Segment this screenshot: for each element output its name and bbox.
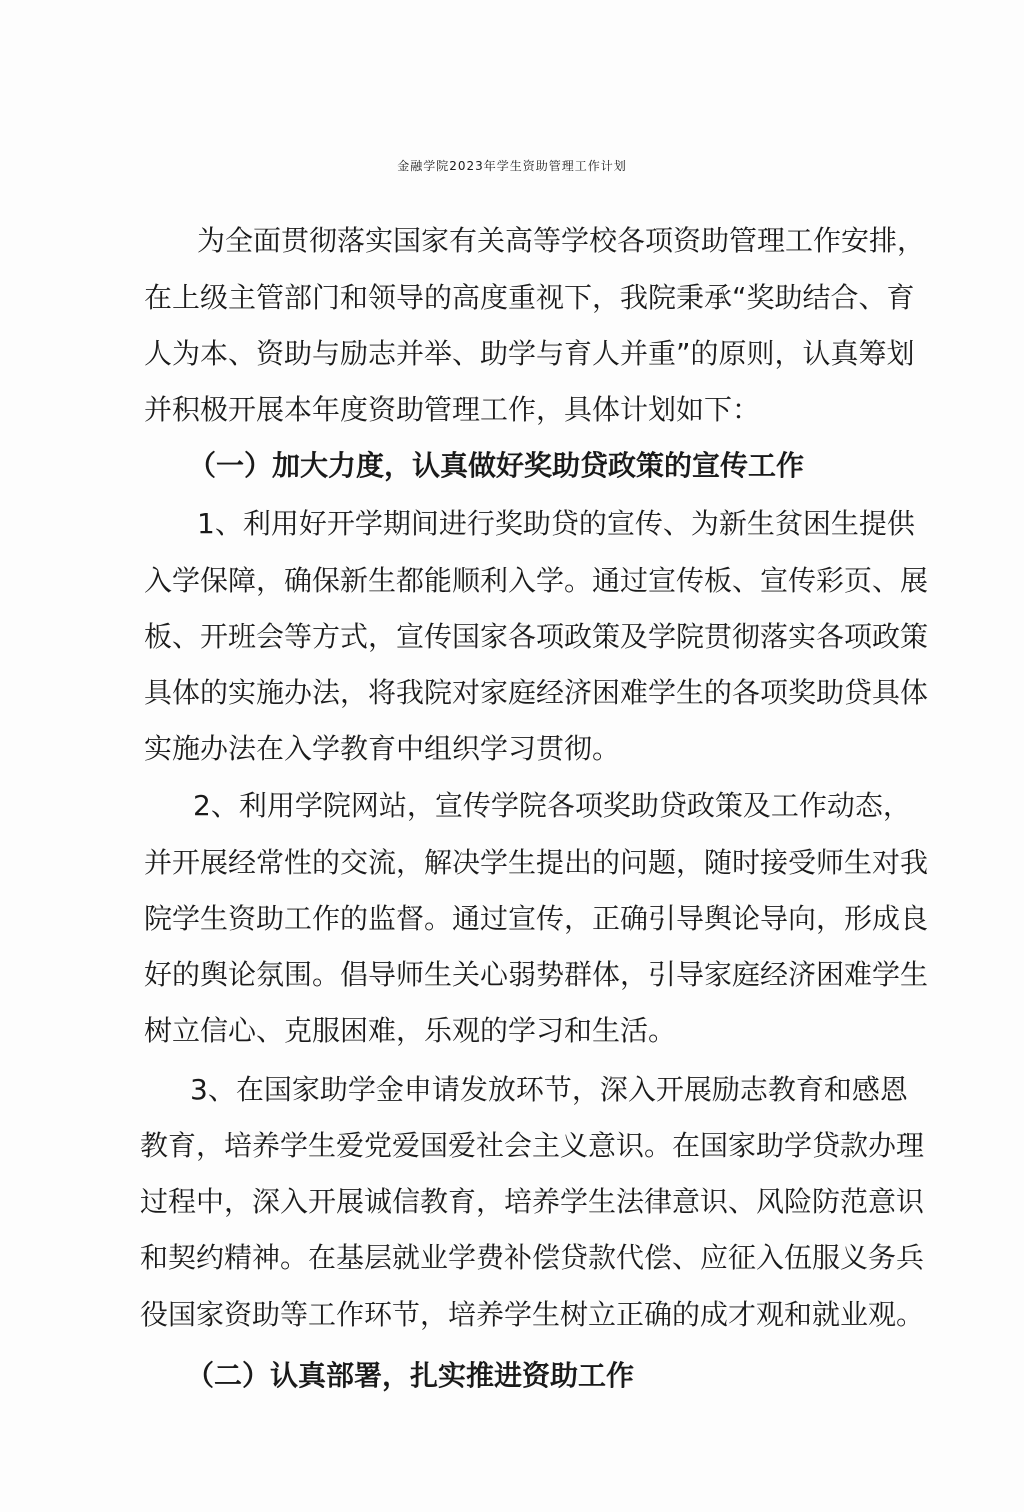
- item-1-line-5: 实施办法在入学教育中组织学习贯彻。: [144, 732, 621, 765]
- section-1-heading: （一）加大力度，认真做好奖助贷政策的宣传工作: [188, 449, 805, 482]
- item-1-line-4: 具体的实施办法，将我院对家庭经济困难学生的各项奖助贷具体: [144, 676, 929, 709]
- item-3-line-3: 过程中，深入开展诚信教育，培养学生法律意识、风险防范意识: [140, 1185, 925, 1218]
- item-2-line-5: 树立信心、克服困难，乐观的学习和生活。: [144, 1014, 677, 1047]
- section-2-heading: （二）认真部署，扎实推进资助工作: [186, 1359, 635, 1392]
- item-1-line-1: 1、利用好开学期间进行奖助贷的宣传、为新生贫困生提供: [197, 507, 915, 540]
- item-3-line-1: 3、在国家助学金申请发放环节，深入开展励志教育和感恩: [190, 1073, 908, 1106]
- item-3-line-5: 役国家资助等工作环节，培养学生树立正确的成才观和就业观。: [140, 1298, 925, 1331]
- item-2-line-4: 好的舆论氛围。倡导师生关心弱势群体，引导家庭经济困难学生: [144, 958, 929, 991]
- item-2-line-2: 并开展经常性的交流，解决学生提出的问题，随时接受师生对我: [144, 846, 929, 879]
- intro-line-4: 并积极开展本年度资助管理工作，具体计划如下：: [144, 393, 761, 426]
- intro-line-2: 在上级主管部门和领导的高度重视下，我院秉承“奖助结合、育: [144, 281, 915, 314]
- item-2-line-1: 2、利用学院网站，宣传学院各项奖助贷政策及工作动态，: [193, 789, 911, 822]
- intro-line-1: 为全面贯彻落实国家有关高等学校各项资助管理工作安排，: [197, 224, 926, 257]
- item-3-line-4: 和契约精神。在基层就业学费补偿贷款代偿、应征入伍服义务兵: [140, 1241, 925, 1274]
- document-title: 金融学院2023年学生资助管理工作计划: [397, 159, 627, 173]
- item-1-line-2: 入学保障，确保新生都能顺利入学。通过宣传板、宣传彩页、展: [144, 564, 929, 597]
- item-2-line-3: 院学生资助工作的监督。通过宣传，正确引导舆论导向，形成良: [144, 902, 929, 935]
- intro-line-3: 人为本、资助与励志并举、助学与育人并重”的原则，认真筹划: [144, 337, 915, 370]
- item-3-line-2: 教育，培养学生爱党爱国爱社会主义意识。在国家助学贷款办理: [140, 1129, 925, 1162]
- item-1-line-3: 板、开班会等方式，宣传国家各项政策及学院贯彻落实各项政策: [144, 620, 929, 653]
